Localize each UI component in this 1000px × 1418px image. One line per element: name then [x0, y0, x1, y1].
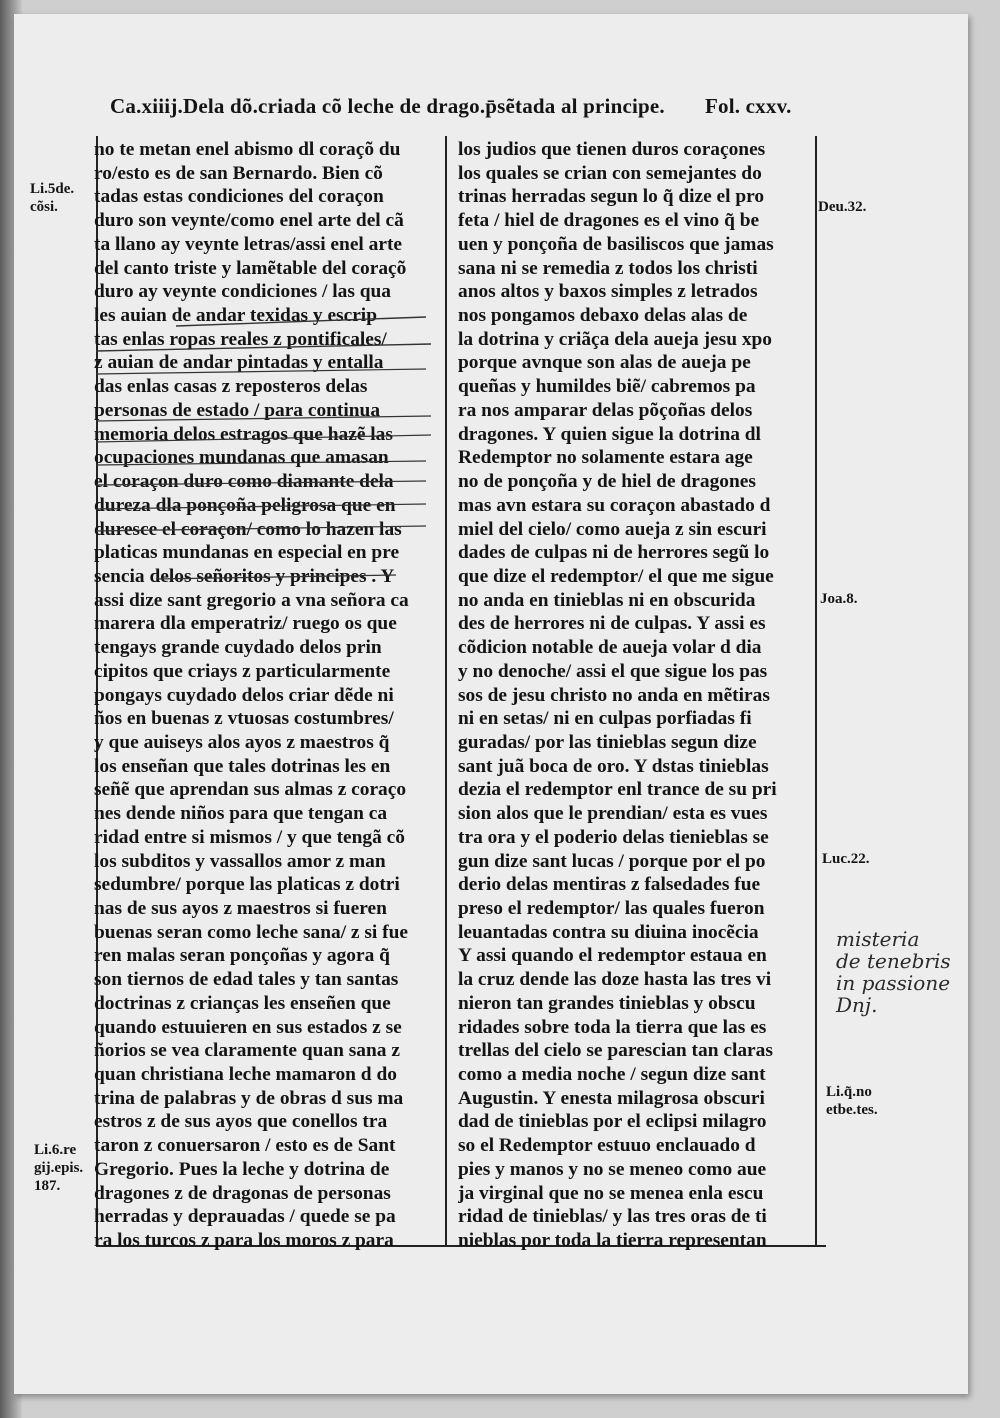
left-column-line: tas enlas ropas reales z pontificales/ [94, 328, 387, 350]
right-column-line: sos de jesu christo no anda en mẽtiras [458, 684, 770, 706]
right-column-line: nieron tan grandes tinieblas y obscu [458, 992, 756, 1014]
left-column-line: duro ay veynte condiciones / las qua [94, 281, 392, 303]
left-column-line: z auian de andar pintadas y entalla [94, 352, 384, 374]
right-column-line: dades de culpas ni de herrores segũ lo [458, 542, 770, 564]
right-column-line: guradas/ por las tinieblas segun dize [458, 731, 757, 753]
left-column-line: ocupaciones mundanas que amasan [94, 447, 389, 469]
right-column-line: trellas del cielo se parescian tan claras [458, 1040, 773, 1062]
left-column-line: tengays grande cuydado delos prin [94, 637, 382, 659]
right-column-line: nos pongamos debaxo delas alas de [458, 305, 748, 327]
right-column-line: sant juã boca de oro. Y dstas tinieblas [458, 755, 769, 777]
right-column-line: derio delas mentiras z falsedades fue [458, 874, 761, 896]
left-column-line: los subditos y vassallos amor z man [94, 850, 386, 872]
left-column-line: ños en buenas z vtuosas costumbres/ [94, 708, 394, 730]
right-column-line: no anda en tinieblas ni en obscurida [458, 589, 756, 611]
right-column-line: dragones. Y quien sigue la dotrina dl [458, 423, 761, 445]
left-column-line: nes dende niños para que tengan ca [94, 803, 388, 825]
left-column-line: tadas estas condiciones del coraçon [94, 186, 384, 208]
left-column-line: ta llano ay veynte letras/assi enel arte [94, 233, 403, 255]
right-column-line: sana ni se remedia z todos los christi [458, 257, 758, 279]
right-column-line: tra ora y el poderio delas tienieblas se [458, 826, 769, 848]
left-column-line: personas de estado / para continua [94, 399, 381, 421]
left-column-line: estros z de sus ayos que conellos tra [94, 1111, 388, 1133]
margin-note-left-2: Li.6.re gij.epis. 187. [34, 1142, 84, 1194]
left-column-line: son tiernos de edad tales y tan santas [94, 969, 399, 991]
right-column-line: ridades sobre toda la tierra que las es [458, 1016, 767, 1038]
margin-note-right-4: Li.q̃.no etbe.tes. [826, 1084, 878, 1118]
left-column-line: el coraçon duro como diamante dela [94, 471, 394, 493]
left-column-line: les auian de andar texidas y escrip [94, 305, 377, 327]
running-title: Ca.xiiij.Dela dõ.criada cõ leche de drago.p̄sẽtada al principe. [110, 94, 665, 118]
right-column-line: queñas y humildes biẽ/ cabremos pa [458, 376, 756, 398]
left-column-line: pongays cuydado delos criar dẽde ni [94, 684, 394, 706]
right-column-line: preso el redemptor/ las quales fueron [458, 898, 765, 919]
right-column-line: ja virginal que no se menea enla escu [458, 1182, 764, 1204]
right-column-line: dad de tinieblas por el eclipsi milagro [458, 1111, 767, 1133]
left-column-line: buenas seran como leche sana/ z si fue [94, 921, 409, 943]
right-column-line: Y assi quando el redemptor estaua en [458, 945, 767, 967]
right-column-line: Redemptor no solamente estara age [458, 447, 753, 469]
right-column-line: miel del cielo/ como aueja z sin escuri [458, 518, 767, 540]
left-column-line: herradas y deprauadas / quede se pa [94, 1206, 396, 1228]
running-header [110, 94, 830, 119]
right-column-line: des de herrores ni de culpas. Y assi es [458, 613, 766, 635]
right-column-line: ni en setas/ ni en culpas porfiadas fi [458, 708, 752, 730]
right-column-line: ra nos amparar delas põçoñas delos [458, 399, 753, 421]
handwritten-annotation: misteria de tenebris in passione Dnj. [836, 927, 951, 1017]
left-column-line: marera dla emperatriz/ ruego os que [94, 613, 397, 635]
left-column-line: ro/esto es de san Bernardo. Bien cõ [94, 162, 383, 184]
right-column-line: la cruz dende las doze hasta las tres vi [458, 969, 772, 991]
right-column-line: uen y ponçoña de basiliscos que jamas [458, 233, 774, 255]
left-column-line: ridad entre si mismos / y que tengã cõ [94, 826, 405, 848]
right-column-line: los quales se crian con semejantes do [458, 162, 762, 184]
left-column-line: ñorios se vea claramente quan sana z [94, 1040, 400, 1062]
right-column-line: pies y manos y no se meneo como aue [458, 1158, 767, 1180]
left-column-line: quando estuuieren en sus estados z se [94, 1016, 402, 1038]
right-column-line: leuantadas contra su diuina inocẽcia [458, 921, 759, 943]
right-column-line: trinas herradas segun lo q̃ dize el pro [458, 186, 765, 208]
left-column-line: dragones z de dragonas de personas [94, 1182, 391, 1204]
left-column-line: del canto triste y lamẽtable del coraçõ [94, 257, 407, 279]
left-column-line: y que auiseys alos ayos z maestros q̃ [94, 731, 390, 753]
left-column-line: Gregorio. Pues la leche y dotrina de [94, 1158, 390, 1180]
left-column-line: assi dize sant gregorio a vna señora ca [94, 589, 409, 611]
left-column-line: quan christiana leche mamaron d do [94, 1064, 397, 1086]
left-column-line: cipitos que criays z particularmente [94, 660, 391, 682]
right-column-line: y no denoche/ assi el que sigue los pas [458, 660, 768, 682]
left-column-line: das enlas casas z reposteros delas [94, 376, 368, 398]
right-column-line: la dotrina y criãça dela aueja jesu xpo [458, 328, 772, 350]
left-column-line: ren malas seran ponçoñas y agora q̃ [94, 945, 390, 967]
left-column-line: sencia delos señoritos y principes . Y [94, 565, 395, 587]
margin-note-right-3: Luc.22. [822, 851, 870, 867]
column-rule-center [445, 136, 447, 1246]
left-column-line: platicas mundanas en especial en pre [94, 542, 400, 564]
right-column-line: mas avn estara su coraçon abastado d [458, 494, 771, 516]
left-column-line: memoria delos estragos que hazẽ las [94, 423, 393, 445]
right-column-line: no de ponçoña y de hiel de dragones [458, 471, 756, 493]
column-rule-right [815, 136, 817, 1246]
left-column-line: duresce el coraçon/ como lo hazen las [94, 518, 402, 540]
right-column-line: so el Redemptor estuuo enclauado d [458, 1135, 756, 1157]
right-column-line: dezia el redemptor enl trance de su pri [458, 779, 777, 801]
right-column-line: anos altos y baxos simples z letrados [458, 281, 758, 303]
right-column-line: ridad de tinieblas/ y las tres oras de ti [458, 1206, 767, 1228]
right-column-line: feta / hiel de dragones es el vino q̃ be [458, 210, 760, 232]
left-column-line: doctrinas z crianças les enseñen que [94, 992, 391, 1014]
right-column-line: Augustin. Y enesta milagrosa obscuri [458, 1087, 765, 1109]
text-column-right [458, 138, 793, 1253]
right-column-line: que dize el redemptor/ el que me sigue [458, 565, 774, 587]
margin-note-right-2: Joa.8. [820, 591, 858, 607]
right-column-line: los judios que tienen duros coraçones [458, 139, 766, 160]
right-column-line: porque avnque son alas de aueja pe [458, 352, 751, 374]
left-column-line: ra los turcos z para los moros z para [94, 1230, 394, 1252]
left-column-line: no te metan enel abismo dl coraçõ du [94, 139, 401, 160]
right-column-line: gun dize sant lucas / porque por el po [458, 850, 766, 872]
left-column-line: dureza dla ponçoña peligrosa que en [94, 494, 396, 516]
left-column-line: los enseñan que tales dotrinas les en [94, 755, 391, 777]
margin-note-left-1: Li.5de. cõsi. [30, 181, 75, 215]
margin-note-right-1: Deu.32. [818, 199, 867, 215]
left-column-line: duro son veynte/como enel arte del cã [94, 210, 404, 232]
left-column-line: señẽ que aprendan sus almas z coraço [94, 779, 407, 801]
left-column-line: taron z conuersaron / esto es de Sant [94, 1135, 396, 1157]
folio-number: Fol. cxxv. [705, 94, 792, 118]
right-column-line: cõdicion notable de aueja volar d dia [458, 637, 762, 659]
right-column-line: nieblas por toda la tierra representan [458, 1230, 767, 1252]
text-column-left [94, 138, 429, 1253]
right-column-line: como a media noche / segun dize sant [458, 1064, 766, 1086]
right-column-line: sion alos que le prendian/ esta es vues [458, 803, 768, 825]
left-column-line: nas de sus ayos z maestros si fueren [94, 898, 387, 919]
left-column-line: trina de palabras y de obras d sus ma [94, 1087, 404, 1109]
left-column-line: sedumbre/ porque las platicas z dotri [94, 874, 400, 896]
